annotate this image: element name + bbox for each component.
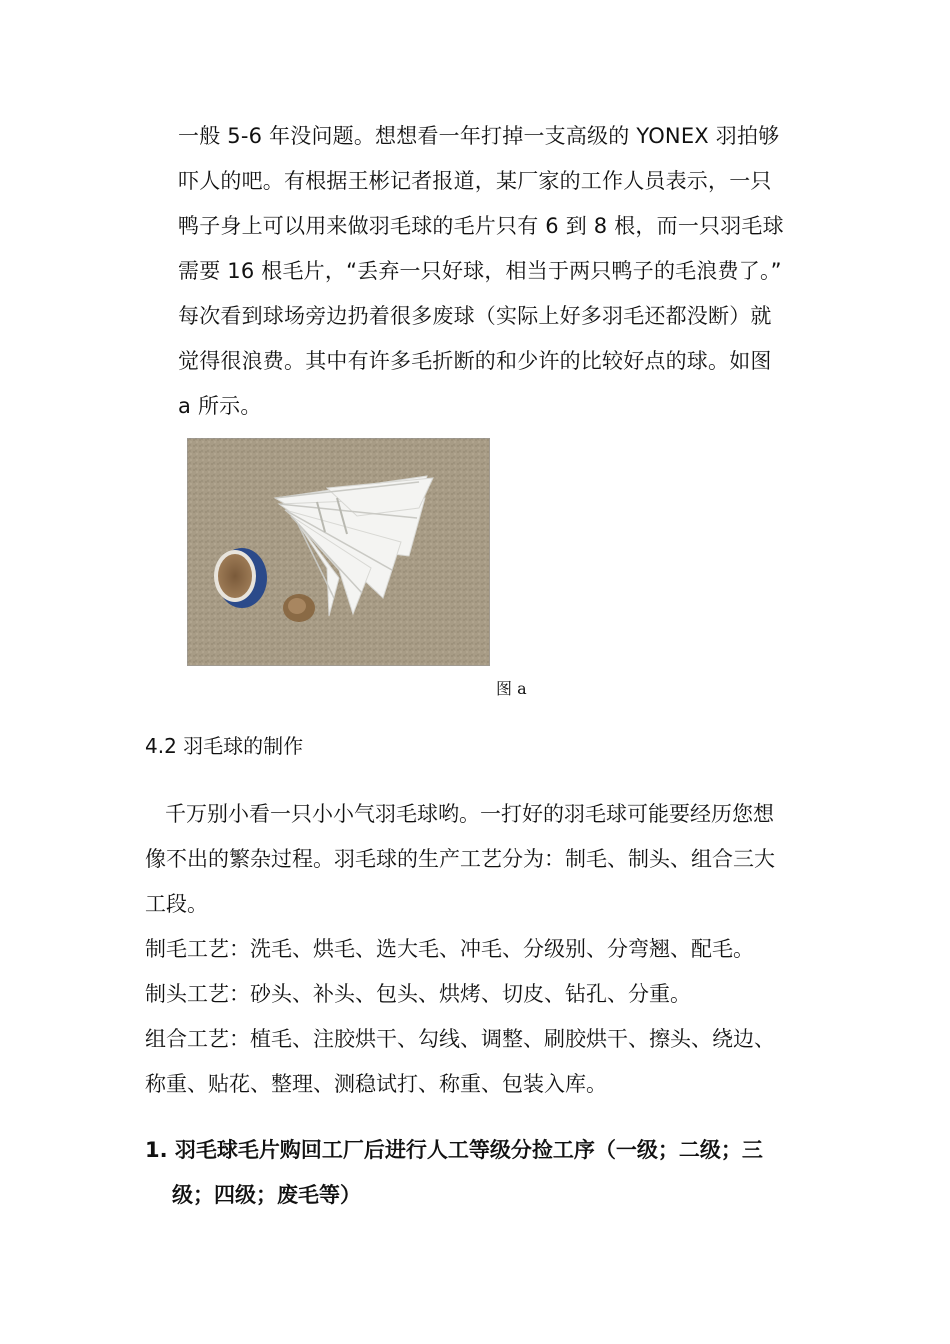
text-line: 像不出的繁杂过程。羽毛球的生产工艺分为：制毛、制头、组合三大 [145, 847, 775, 871]
text-line: 鸭子身上可以用来做羽毛球的毛片只有 6 到 8 根，而一只羽毛球 [178, 214, 784, 238]
paragraph-intro [178, 114, 818, 429]
text-line: 一般 5-6 年没问题。想想看一年打掉一支高级的 YONEX 羽拍够 [178, 124, 780, 148]
text-line: 需要 16 根毛片，“丢弃一只好球，相当于两只鸭子的毛浪费了。” [178, 259, 782, 283]
text-line: 工段。 [145, 892, 208, 916]
list-item-line: 1. 羽毛球毛片购回工厂后进行人工等级分捡工序（一级；二级；三 [145, 1138, 763, 1162]
text-line: 组合工艺：植毛、注胶烘干、勾线、调整、刷胶烘干、擦头、绕边、 [145, 1027, 775, 1051]
list-item-line: 级；四级；废毛等） [172, 1183, 361, 1207]
text-line: 称重、贴花、整理、测稳试打、称重、包装入库。 [145, 1072, 607, 1096]
text-line: 吓人的吧。有根据王彬记者报道，某厂家的工作人员表示，一只 [178, 169, 772, 193]
numbered-list-item [145, 1128, 815, 1218]
text-line: 每次看到球场旁边扔着很多废球（实际上好多羽毛还都没断）就 [178, 304, 772, 328]
paragraph-production [145, 792, 815, 1107]
shuttlecock-photo [187, 438, 490, 666]
figure-caption: 图 a [496, 679, 527, 698]
text-line: 制头工艺：砂头、补头、包头、烘烤、切皮、钻孔、分重。 [145, 982, 691, 1006]
text-line: 觉得很浪费。其中有许多毛折断的和少许的比较好点的球。如图 [178, 349, 772, 373]
section-heading: 4.2 羽毛球的制作 [145, 734, 304, 758]
text-line: 制毛工艺：洗毛、烘毛、选大毛、冲毛、分级别、分弯翘、配毛。 [145, 937, 754, 961]
text-line: a 所示。 [178, 394, 262, 418]
text-line: 千万别小看一只小小气羽毛球哟。一打好的羽毛球可能要经历您想 [165, 802, 774, 826]
